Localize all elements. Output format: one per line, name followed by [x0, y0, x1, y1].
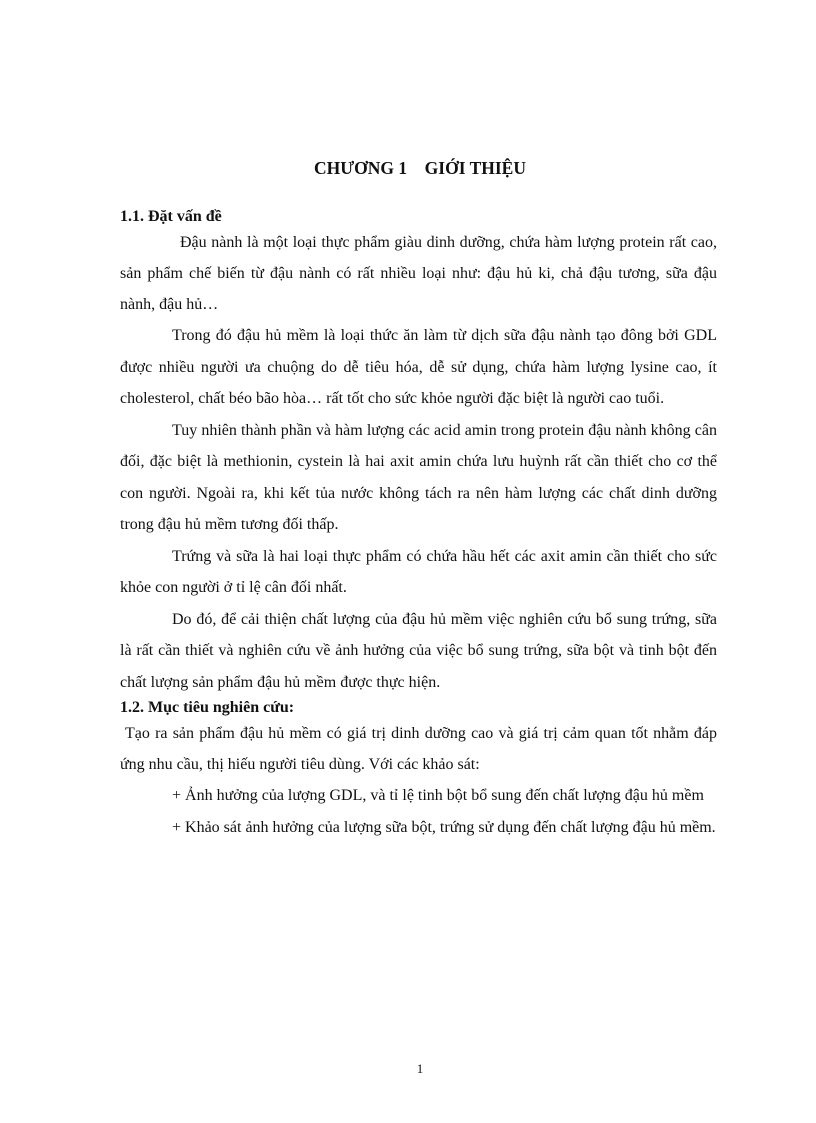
paragraph: Tạo ra sản phẩm đậu hủ mềm có giá trị dinh dưỡng cao và giá trị cảm quan tốt nhằm đáp ứng nhu cầu, thị hiếu người tiêu dùng. Với các khảo sát: [120, 725, 717, 773]
paragraph: Trong đó đậu hủ mềm là loại thức ăn làm từ dịch sữa đậu nành tạo đông bởi GDL được nhiều người ưa chuộng do dễ tiêu hóa, dễ sử dụng, chứa hàm lượng lysine cao, ít cholesterol, chất béo bão hòa… rất tốt cho sức khỏe người đặc biệt là người cao tuổi. [120, 327, 717, 407]
chapter-title: CHƯƠNG 1 GIỚI THIỆU [314, 158, 526, 178]
page-content [120, 208, 717, 843]
paragraph: Do đó, để cải thiện chất lượng của đậu hủ mềm việc nghiên cứu bổ sung trứng, sữa là rất cần thiết và nghiên cứu về ảnh hưởng của việc bổ sung trứng, sữa bột và tinh bột đến chất lượng sản phẩm đậu hủ mềm được thực hiện. [120, 610, 717, 691]
section-heading: 1.2. Mục tiêu nghiên cứu: [120, 699, 295, 716]
section-2 [120, 699, 717, 843]
bullet-item: + Khảo sát ảnh hưởng của lượng sữa bột, trứng sử dụng đến chất lượng đậu hủ mềm. [172, 818, 716, 836]
paragraph: Trứng và sữa là hai loại thực phẩm có chứa hầu hết các axit amin cần thiết cho sức khỏe con người ở tỉ lệ cân đối nhất. [120, 547, 717, 596]
page-number: 1 [416, 1061, 424, 1076]
bullet-item: + Ảnh hưởng của lượng GDL, và tỉ lệ tinh bột bổ sung đến chất lượng đậu hủ mềm [172, 787, 704, 804]
section-heading: 1.1. Đặt vấn đề [120, 208, 222, 225]
section-1 [120, 208, 717, 698]
paragraph: Đậu nành là một loại thực phẩm giàu dinh dưỡng, chứa hàm lượng protein rất cao, sản phẩm chế biến từ đậu nành có rất nhiều loại như: đậu hủ ki, chả đậu tương, sữa đậu nành, đậu hủ… [120, 234, 717, 313]
paragraph: Tuy nhiên thành phần và hàm lượng các acid amin trong protein đậu nành không cân đối, đặc biệt là methionin, cystein là hai axit amin chứa lưu huỳnh rất cần thiết cho cơ thể con người. Ngoài ra, khi kết tủa nước không tách ra nên hàm lượng các chất dinh dưỡng trong đậu hủ mềm tương đối thấp. [120, 421, 717, 533]
